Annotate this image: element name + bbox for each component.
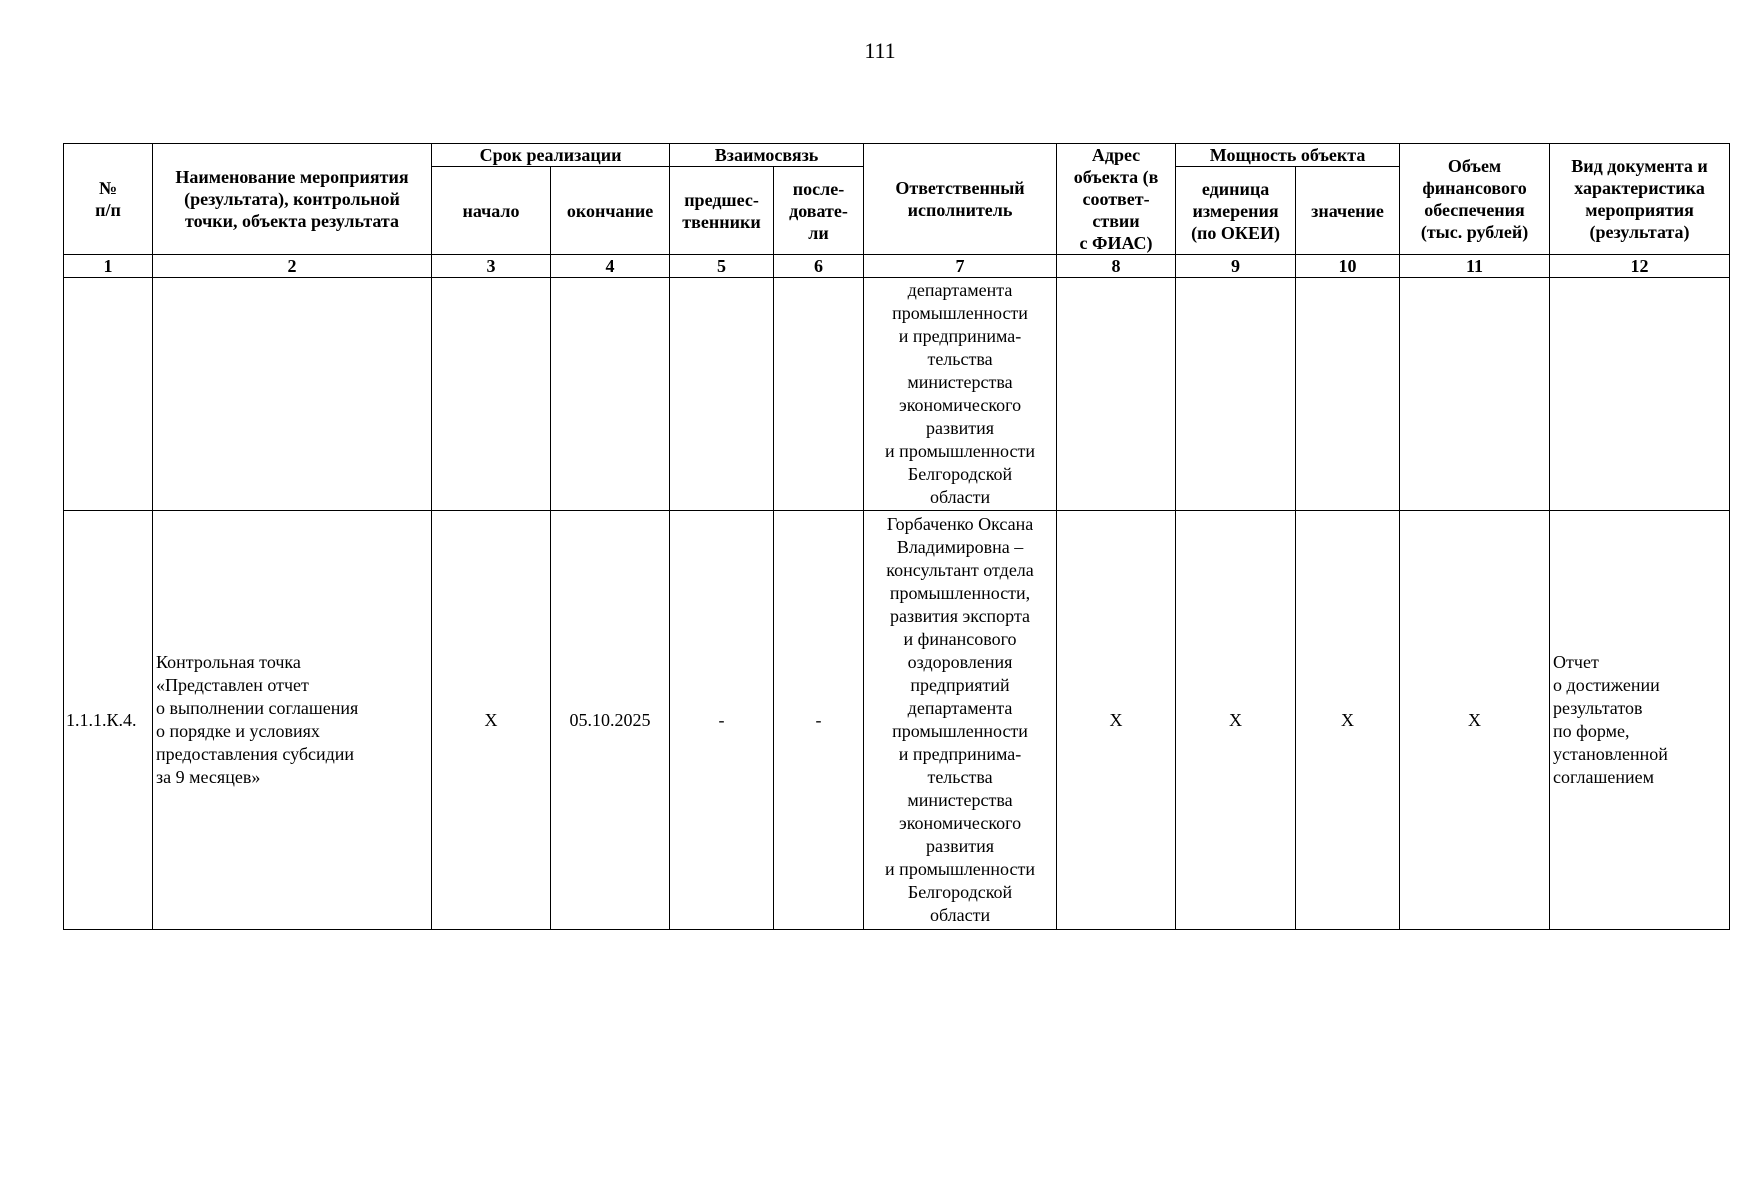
header-responsible: Ответственный исполнитель [864, 144, 1057, 255]
header-finance: Объем финансового обеспечения (тыс. рублей) [1400, 144, 1550, 255]
cell-value: X [1296, 511, 1400, 930]
column-number: 3 [432, 255, 551, 278]
header-doc-type: Вид документа и характеристика мероприятия (результата) [1550, 144, 1730, 255]
cell-finance [1400, 278, 1550, 511]
cell-prev [670, 278, 774, 511]
cell-name [153, 278, 432, 511]
column-number: 2 [153, 255, 432, 278]
column-number: 4 [551, 255, 670, 278]
column-number: 10 [1296, 255, 1400, 278]
cell-doc-type [1550, 278, 1730, 511]
cell-end [551, 278, 670, 511]
cell-value [1296, 278, 1400, 511]
cell-doc-type: Отчет о достижении результатов по форме, установленной соглашением [1550, 511, 1730, 930]
page-number: 111 [864, 38, 896, 63]
table-row [64, 511, 1730, 930]
cell-num [64, 278, 153, 511]
column-number: 7 [864, 255, 1057, 278]
cell-prev: - [670, 511, 774, 930]
header-address: Адрес объекта (в соответ- ствии с ФИАС) [1057, 144, 1176, 255]
cell-unit: X [1176, 511, 1296, 930]
header-term-group: Срок реализации [432, 144, 670, 167]
header-num: № п/п [64, 144, 153, 255]
header-capacity-group: Мощность объекта [1176, 144, 1400, 167]
header-capacity-value: значение [1296, 167, 1400, 255]
cell-next [774, 278, 864, 511]
header-term-end: окончание [551, 167, 670, 255]
cell-responsible: Горбаченко Оксана Владимировна – консультант отдела промышленности, развития экспорта и финансового оздоровления предприятий департамента промышленности и предпринима- тельства министерства экономического развития и промышленности Белгородской области [864, 511, 1057, 930]
column-number: 9 [1176, 255, 1296, 278]
cell-num: 1.1.1.К.4. [64, 511, 153, 930]
column-number: 11 [1400, 255, 1550, 278]
column-number: 8 [1057, 255, 1176, 278]
header-link-group: Взаимосвязь [670, 144, 864, 167]
column-number: 1 [64, 255, 153, 278]
header-link-next: после- довате- ли [774, 167, 864, 255]
cell-start [432, 278, 551, 511]
header-term-start: начало [432, 167, 551, 255]
table-row [64, 278, 1730, 511]
cell-responsible: департамента промышленности и предпринима- тельства министерства экономического развития и промышленности Белгородской области [864, 278, 1057, 511]
header-name: Наименование мероприятия (результата), контрольной точки, объекта результата [153, 144, 432, 255]
cell-start: X [432, 511, 551, 930]
plan-table [63, 143, 1730, 930]
cell-end: 05.10.2025 [551, 511, 670, 930]
cell-name: Контрольная точка «Представлен отчет о выполнении соглашения о порядке и условиях предоставления субсидии за 9 месяцев» [153, 511, 432, 930]
cell-address [1057, 278, 1176, 511]
column-number: 6 [774, 255, 864, 278]
column-number: 5 [670, 255, 774, 278]
cell-finance: X [1400, 511, 1550, 930]
cell-next: - [774, 511, 864, 930]
column-number: 12 [1550, 255, 1730, 278]
header-link-prev: предшес- твенники [670, 167, 774, 255]
header-capacity-unit: единица измерения (по ОКЕИ) [1176, 167, 1296, 255]
cell-address: X [1057, 511, 1176, 930]
cell-unit [1176, 278, 1296, 511]
